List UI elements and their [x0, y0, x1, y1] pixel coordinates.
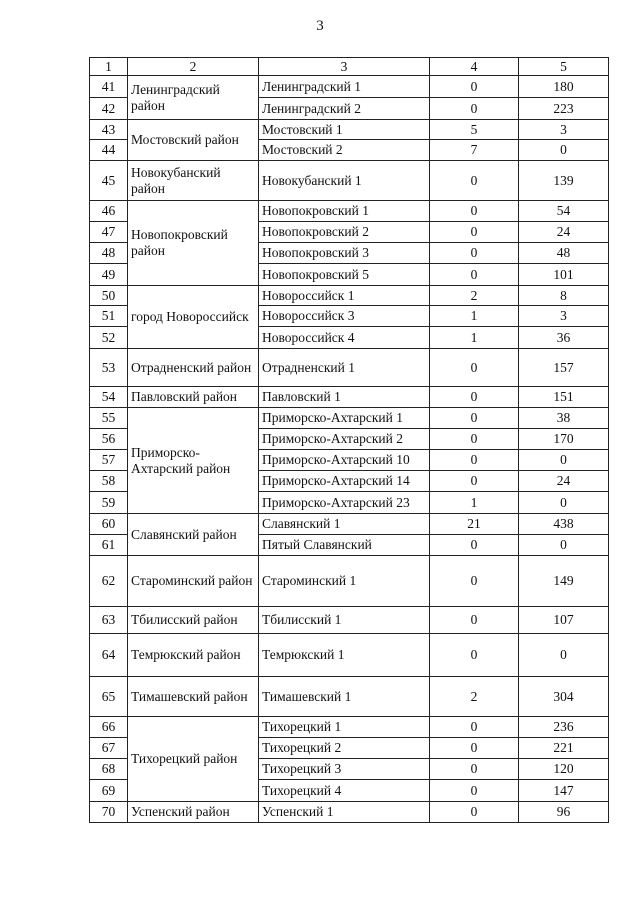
district-name: Темрюкский район: [128, 634, 259, 677]
row-number: 46: [90, 201, 128, 222]
table-row: [90, 387, 609, 408]
station-name: Приморско-Ахтарский 2: [259, 429, 430, 450]
value-col-4: 0: [430, 759, 519, 780]
header-col-4: 4: [430, 58, 519, 76]
station-name: Тихорецкий 1: [259, 717, 430, 738]
header-col-3: 3: [259, 58, 430, 76]
district-name: Староминский район: [128, 556, 259, 607]
district-name: Тихорецкий район: [128, 717, 259, 802]
value-col-4: 0: [430, 738, 519, 759]
row-number: 70: [90, 802, 128, 823]
row-number: 43: [90, 120, 128, 140]
value-col-4: 0: [430, 408, 519, 429]
value-col-5: 170: [519, 429, 609, 450]
table-row: [90, 349, 609, 387]
row-number: 49: [90, 264, 128, 286]
value-col-5: 24: [519, 222, 609, 243]
station-name: Приморско-Ахтарский 14: [259, 471, 430, 492]
row-number: 67: [90, 738, 128, 759]
value-col-4: 0: [430, 802, 519, 823]
row-number: 53: [90, 349, 128, 387]
value-col-5: 101: [519, 264, 609, 286]
value-col-5: 438: [519, 514, 609, 535]
station-name: Приморско-Ахтарский 10: [259, 450, 430, 471]
station-name: Староминский 1: [259, 556, 430, 607]
district-name: Тбилисский район: [128, 607, 259, 634]
row-number: 41: [90, 76, 128, 98]
table-row: [90, 802, 609, 823]
station-name: Новороссийск 1: [259, 286, 430, 306]
station-name: Новокубанский 1: [259, 161, 430, 201]
value-col-5: 120: [519, 759, 609, 780]
value-col-4: 0: [430, 450, 519, 471]
table-row: [90, 286, 609, 306]
value-col-5: 139: [519, 161, 609, 201]
station-name: Павловский 1: [259, 387, 430, 408]
value-col-5: 54: [519, 201, 609, 222]
value-col-5: 0: [519, 140, 609, 161]
value-col-4: 0: [430, 429, 519, 450]
value-col-5: 0: [519, 450, 609, 471]
district-name: город Новороссийск: [128, 286, 259, 349]
district-name: Успенский район: [128, 802, 259, 823]
row-number: 47: [90, 222, 128, 243]
value-col-5: 107: [519, 607, 609, 634]
district-name: Новопокровский район: [128, 201, 259, 286]
value-col-4: 0: [430, 387, 519, 408]
value-col-4: 0: [430, 349, 519, 387]
row-number: 50: [90, 286, 128, 306]
value-col-5: 8: [519, 286, 609, 306]
row-number: 63: [90, 607, 128, 634]
row-number: 69: [90, 780, 128, 802]
table-body: [90, 58, 609, 823]
table-row: [90, 201, 609, 222]
value-col-5: 151: [519, 387, 609, 408]
station-name: Тихорецкий 2: [259, 738, 430, 759]
station-name: Новопокровский 3: [259, 243, 430, 264]
station-name: Мостовский 1: [259, 120, 430, 140]
value-col-5: 147: [519, 780, 609, 802]
value-col-4: 0: [430, 717, 519, 738]
station-name: Тимашевский 1: [259, 677, 430, 717]
value-col-4: 1: [430, 306, 519, 327]
row-number: 44: [90, 140, 128, 161]
value-col-5: 0: [519, 535, 609, 556]
value-col-4: 21: [430, 514, 519, 535]
row-number: 57: [90, 450, 128, 471]
station-name: Славянский 1: [259, 514, 430, 535]
row-number: 60: [90, 514, 128, 535]
table-row: [90, 161, 609, 201]
station-name: Отрадненский 1: [259, 349, 430, 387]
table-row: [90, 408, 609, 429]
station-name: Новороссийск 3: [259, 306, 430, 327]
table-row: [90, 120, 609, 140]
value-col-4: 0: [430, 76, 519, 98]
value-col-5: 157: [519, 349, 609, 387]
district-name: Новокубанский район: [128, 161, 259, 201]
station-name: Новопокровский 5: [259, 264, 430, 286]
station-name: Темрюкский 1: [259, 634, 430, 677]
value-col-4: 0: [430, 243, 519, 264]
row-number: 64: [90, 634, 128, 677]
page-number: 3: [316, 18, 324, 34]
value-col-4: 0: [430, 264, 519, 286]
value-col-4: 0: [430, 201, 519, 222]
row-number: 65: [90, 677, 128, 717]
table-row: [90, 717, 609, 738]
station-name: Успенский 1: [259, 802, 430, 823]
station-name: Мостовский 2: [259, 140, 430, 161]
table-row: [90, 556, 609, 607]
value-col-5: 0: [519, 634, 609, 677]
row-number: 66: [90, 717, 128, 738]
row-number: 45: [90, 161, 128, 201]
station-name: Приморско-Ахтарский 1: [259, 408, 430, 429]
value-col-5: 38: [519, 408, 609, 429]
district-name: Славянский район: [128, 514, 259, 556]
value-col-5: 223: [519, 98, 609, 120]
row-number: 52: [90, 327, 128, 349]
row-number: 62: [90, 556, 128, 607]
value-col-5: 149: [519, 556, 609, 607]
value-col-4: 2: [430, 286, 519, 306]
row-number: 56: [90, 429, 128, 450]
value-col-4: 1: [430, 327, 519, 349]
district-name: Павловский район: [128, 387, 259, 408]
value-col-4: 0: [430, 634, 519, 677]
value-col-5: 96: [519, 802, 609, 823]
table-row: [90, 677, 609, 717]
value-col-4: 0: [430, 556, 519, 607]
row-number: 59: [90, 492, 128, 514]
row-number: 68: [90, 759, 128, 780]
value-col-4: 7: [430, 140, 519, 161]
header-col-1: 1: [90, 58, 128, 76]
value-col-4: 1: [430, 492, 519, 514]
district-name: Отрадненский район: [128, 349, 259, 387]
value-col-5: 3: [519, 120, 609, 140]
value-col-4: 2: [430, 677, 519, 717]
row-number: 42: [90, 98, 128, 120]
value-col-5: 3: [519, 306, 609, 327]
station-name: Тбилисский 1: [259, 607, 430, 634]
station-name: Новопокровский 1: [259, 201, 430, 222]
district-name: Ленинградский район: [128, 76, 259, 120]
district-name: Мостовский район: [128, 120, 259, 161]
value-col-4: 0: [430, 535, 519, 556]
station-name: Пятый Славянский: [259, 535, 430, 556]
station-name: Тихорецкий 4: [259, 780, 430, 802]
table-row: [90, 634, 609, 677]
value-col-4: 0: [430, 161, 519, 201]
header-col-5: 5: [519, 58, 609, 76]
table-row: [90, 607, 609, 634]
value-col-5: 180: [519, 76, 609, 98]
station-name: Новороссийск 4: [259, 327, 430, 349]
value-col-5: 221: [519, 738, 609, 759]
value-col-4: 0: [430, 607, 519, 634]
row-number: 55: [90, 408, 128, 429]
value-col-4: 0: [430, 98, 519, 120]
value-col-4: 0: [430, 471, 519, 492]
value-col-4: 5: [430, 120, 519, 140]
table-header-row: [90, 58, 609, 76]
value-col-4: 0: [430, 780, 519, 802]
data-table: [89, 57, 609, 823]
value-col-4: 0: [430, 222, 519, 243]
station-name: Ленинградский 2: [259, 98, 430, 120]
station-name: Приморско-Ахтарский 23: [259, 492, 430, 514]
value-col-5: 24: [519, 471, 609, 492]
row-number: 58: [90, 471, 128, 492]
row-number: 48: [90, 243, 128, 264]
header-col-2: 2: [128, 58, 259, 76]
value-col-5: 48: [519, 243, 609, 264]
station-name: Тихорецкий 3: [259, 759, 430, 780]
station-name: Новопокровский 2: [259, 222, 430, 243]
table-row: [90, 76, 609, 98]
district-name: Приморско-Ахтарский район: [128, 408, 259, 514]
district-name: Тимашевский район: [128, 677, 259, 717]
row-number: 61: [90, 535, 128, 556]
value-col-5: 0: [519, 492, 609, 514]
row-number: 54: [90, 387, 128, 408]
station-name: Ленинградский 1: [259, 76, 430, 98]
table-row: [90, 514, 609, 535]
value-col-5: 36: [519, 327, 609, 349]
value-col-5: 236: [519, 717, 609, 738]
value-col-5: 304: [519, 677, 609, 717]
row-number: 51: [90, 306, 128, 327]
